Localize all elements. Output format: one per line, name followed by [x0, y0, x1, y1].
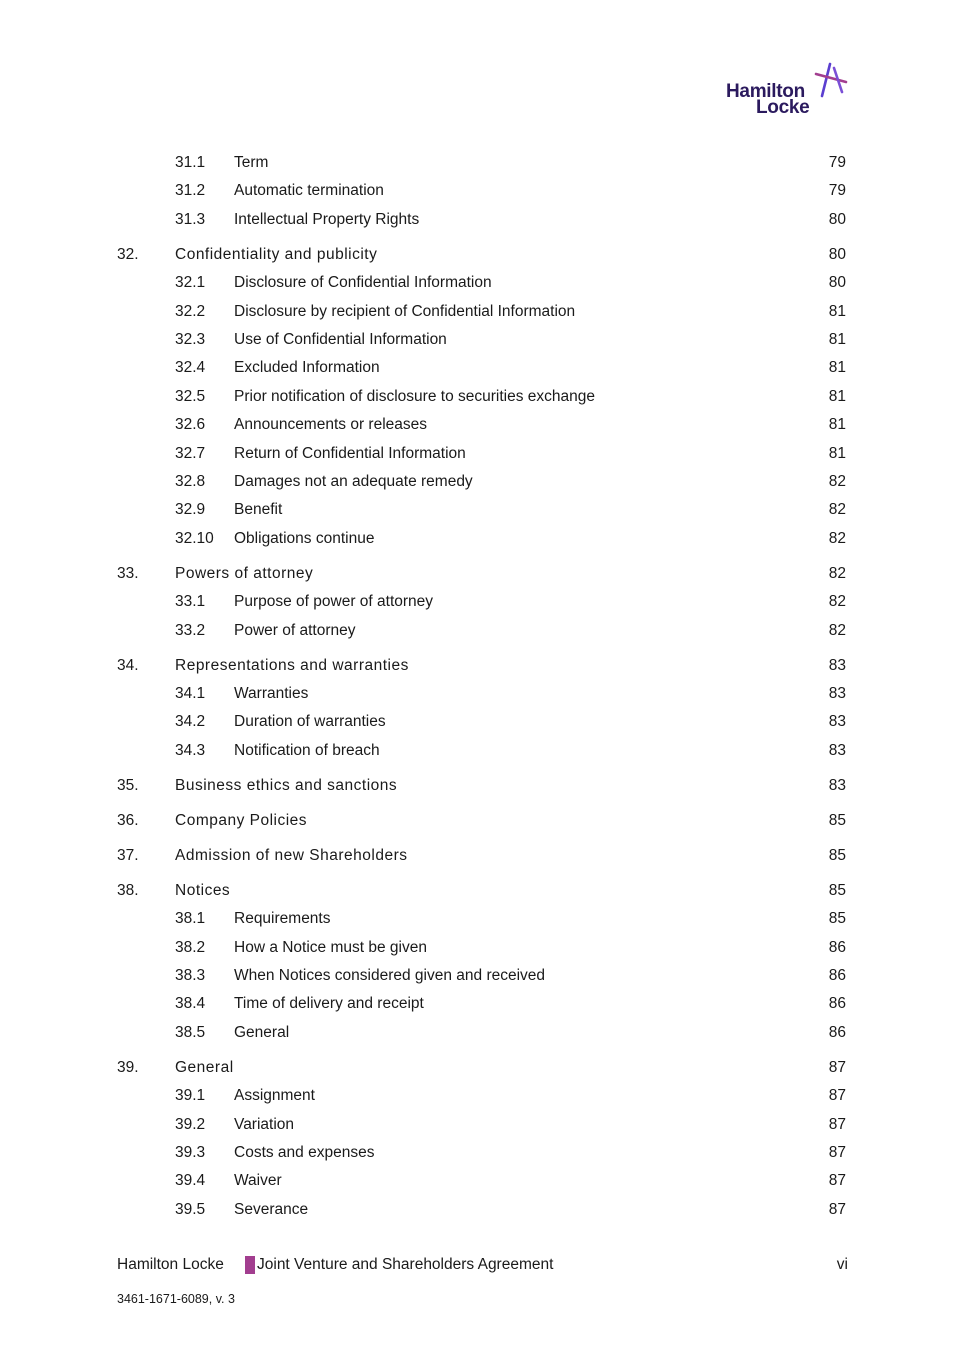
- toc-entry-number: 32.8: [175, 473, 206, 490]
- logo-line-2: Locke: [756, 97, 810, 118]
- toc-entry-title: Excluded Information: [234, 359, 380, 376]
- toc-entry-number: 38.1: [175, 910, 206, 927]
- toc-entry-title: Time of delivery and receipt: [234, 995, 424, 1012]
- toc-entry-number: 33.1: [175, 593, 206, 610]
- toc-entry-page: 85: [828, 847, 846, 864]
- hamilton-locke-logo: [722, 62, 850, 120]
- toc-entry-page: 81: [828, 359, 846, 376]
- toc-entry-number: 34.3: [175, 742, 206, 759]
- toc-entry-number: 32.10: [175, 530, 214, 547]
- toc-entry-number: 39.5: [175, 1201, 206, 1218]
- toc-subsection-entry[interactable]: [0, 710, 965, 734]
- toc-entry-title: Costs and expenses: [234, 1144, 375, 1161]
- toc-entry-title: Waiver: [234, 1172, 282, 1189]
- toc-entry-title: Business ethics and sanctions: [175, 777, 398, 794]
- toc-entry-number: 34.2: [175, 713, 206, 730]
- toc-entry-page: 86: [828, 995, 846, 1012]
- toc-entry-number: 38.5: [175, 1024, 206, 1041]
- toc-subsection-entry[interactable]: [0, 442, 965, 466]
- toc-subsection-entry[interactable]: [0, 964, 965, 988]
- toc-entry-title: Admission of new Shareholders: [175, 847, 408, 864]
- toc-entry-title: Return of Confidential Information: [234, 445, 466, 462]
- document-id: 3461-1671-6089, v. 3: [117, 1292, 235, 1306]
- toc-entry-number: 32.1: [175, 274, 206, 291]
- toc-entry-number: 34.: [117, 657, 139, 674]
- toc-section-entry[interactable]: [0, 809, 965, 833]
- toc-entry-page: 85: [828, 882, 846, 899]
- toc-entry-title: Purpose of power of attorney: [234, 593, 434, 610]
- toc-subsection-entry[interactable]: [0, 527, 965, 551]
- toc-entry-number: 39.4: [175, 1172, 206, 1189]
- toc-entry-number: 38.3: [175, 967, 206, 984]
- toc-subsection-entry[interactable]: [0, 1021, 965, 1045]
- toc-entry-page: 87: [828, 1116, 846, 1133]
- toc-section-entry[interactable]: [0, 1056, 965, 1080]
- toc-entry-page: 82: [828, 530, 846, 547]
- toc-entry-page: 81: [828, 416, 846, 433]
- toc-entry-title: Confidentiality and publicity: [175, 246, 378, 263]
- toc-entry-title: Assignment: [234, 1087, 315, 1104]
- toc-entry-title: Powers of attorney: [175, 565, 314, 582]
- toc-entry-page: 86: [828, 1024, 846, 1041]
- toc-subsection-entry[interactable]: [0, 1169, 965, 1193]
- toc-entry-title: General: [234, 1024, 290, 1041]
- toc-section-entry[interactable]: [0, 844, 965, 868]
- toc-entry-number: 32.5: [175, 388, 206, 405]
- toc-section-entry[interactable]: [0, 879, 965, 903]
- toc-entry-number: 39.: [117, 1059, 139, 1076]
- toc-entry-page: 82: [828, 622, 846, 639]
- toc-subsection-entry[interactable]: [0, 1198, 965, 1222]
- toc-entry-title: Damages not an adequate remedy: [234, 473, 473, 490]
- toc-entry-title: Company Policies: [175, 812, 308, 829]
- toc-entry-title: General: [175, 1059, 234, 1076]
- toc-entry-title: Notices: [175, 882, 231, 899]
- toc-subsection-entry[interactable]: [0, 1113, 965, 1137]
- toc-entry-page: 82: [828, 565, 846, 582]
- toc-entry-title: Requirements: [234, 910, 331, 927]
- toc-subsection-entry[interactable]: [0, 385, 965, 409]
- toc-entry-page: 79: [828, 182, 846, 199]
- toc-entry-title: Prior notification of disclosure to securities exchange: [234, 388, 595, 405]
- toc-subsection-entry[interactable]: [0, 1141, 965, 1165]
- toc-entry-page: 85: [828, 812, 846, 829]
- toc-entry-page: 83: [828, 742, 846, 759]
- toc-entry-page: 86: [828, 967, 846, 984]
- footer-firm-name: Hamilton Locke: [117, 1256, 224, 1273]
- toc-entry-number: 36.: [117, 812, 139, 829]
- toc-subsection-entry[interactable]: [0, 179, 965, 203]
- toc-entry-page: 82: [828, 473, 846, 490]
- toc-entry-page: 83: [828, 777, 846, 794]
- toc-entry-number: 32.9: [175, 501, 206, 518]
- toc-entry-number: 35.: [117, 777, 139, 794]
- toc-entry-number: 31.2: [175, 182, 206, 199]
- toc-entry-title: Notification of breach: [234, 742, 380, 759]
- toc-entry-title: Benefit: [234, 501, 283, 518]
- toc-section-entry[interactable]: [0, 243, 965, 267]
- toc-entry-number: 32.7: [175, 445, 206, 462]
- toc-entry-page: 83: [828, 685, 846, 702]
- toc-entry-title: Duration of warranties: [234, 713, 386, 730]
- logo-star-icon: [812, 62, 848, 98]
- toc-entry-number: 32.4: [175, 359, 206, 376]
- toc-entry-title: Use of Confidential Information: [234, 331, 447, 348]
- toc-subsection-entry[interactable]: [0, 936, 965, 960]
- toc-entry-title: Warranties: [234, 685, 309, 702]
- toc-entry-page: 79: [828, 154, 846, 171]
- toc-entry-title: Term: [234, 154, 269, 171]
- toc-entry-title: Obligations continue: [234, 530, 375, 547]
- toc-entry-page: 83: [828, 657, 846, 674]
- toc-entry-page: 87: [828, 1059, 846, 1076]
- toc-entry-page: 80: [828, 274, 846, 291]
- toc-entry-number: 38.: [117, 882, 139, 899]
- toc-entry-page: 81: [828, 388, 846, 405]
- toc-subsection-entry[interactable]: [0, 271, 965, 295]
- toc-entry-number: 37.: [117, 847, 139, 864]
- footer-page-number: vi: [836, 1256, 848, 1273]
- toc-entry-number: 32.2: [175, 303, 206, 320]
- toc-entry-page: 85: [828, 910, 846, 927]
- toc-entry-number: 38.4: [175, 995, 206, 1012]
- toc-subsection-entry[interactable]: [0, 208, 965, 232]
- toc-subsection-entry[interactable]: [0, 739, 965, 763]
- toc-entry-title: Disclosure of Confidential Information: [234, 274, 492, 291]
- toc-subsection-entry[interactable]: [0, 498, 965, 522]
- toc-entry-page: 86: [828, 939, 846, 956]
- logo-line-1: Hamilton: [726, 81, 805, 102]
- toc-entry-number: 32.3: [175, 331, 206, 348]
- toc-subsection-entry[interactable]: [0, 682, 965, 706]
- toc-entry-title: Representations and warranties: [175, 657, 409, 674]
- toc-entry-title: Power of attorney: [234, 622, 356, 639]
- page-footer: [117, 1253, 848, 1277]
- toc-subsection-entry[interactable]: [0, 1084, 965, 1108]
- toc-entry-title: When Notices considered given and received: [234, 967, 546, 984]
- toc-subsection-entry[interactable]: [0, 328, 965, 352]
- toc-entry-title: Automatic termination: [234, 182, 384, 199]
- toc-entry-page: 87: [828, 1144, 846, 1161]
- toc-entry-number: 32.6: [175, 416, 206, 433]
- toc-entry-number: 33.: [117, 565, 139, 582]
- toc-entry-page: 81: [828, 303, 846, 320]
- toc-subsection-entry[interactable]: [0, 907, 965, 931]
- footer-document-title: Joint Venture and Shareholders Agreement: [257, 1256, 554, 1273]
- toc-entry-page: 80: [828, 211, 846, 228]
- toc-entry-page: 82: [828, 593, 846, 610]
- toc-entry-number: 39.3: [175, 1144, 206, 1161]
- toc-subsection-entry[interactable]: [0, 300, 965, 324]
- toc-section-entry[interactable]: [0, 654, 965, 678]
- toc-entry-title: Severance: [234, 1201, 309, 1218]
- toc-entry-title: Disclosure by recipient of Confidential Information: [234, 303, 576, 320]
- toc-entry-page: 81: [828, 445, 846, 462]
- toc-entry-page: 87: [828, 1087, 846, 1104]
- toc-entry-page: 81: [828, 331, 846, 348]
- toc-entry-number: 34.1: [175, 685, 206, 702]
- toc-subsection-entry[interactable]: [0, 470, 965, 494]
- toc-entry-title: Announcements or releases: [234, 416, 428, 433]
- toc-subsection-entry[interactable]: [0, 151, 965, 175]
- toc-subsection-entry[interactable]: [0, 619, 965, 643]
- toc-entry-number: 38.2: [175, 939, 206, 956]
- toc-entry-title: How a Notice must be given: [234, 939, 427, 956]
- toc-entry-title: Variation: [234, 1116, 295, 1133]
- toc-entry-page: 82: [828, 501, 846, 518]
- toc-entry-page: 87: [828, 1172, 846, 1189]
- toc-subsection-entry[interactable]: [0, 992, 965, 1016]
- toc-entry-page: 80: [828, 246, 846, 263]
- toc-entry-page: 87: [828, 1201, 846, 1218]
- toc-entry-page: 83: [828, 713, 846, 730]
- toc-subsection-entry[interactable]: [0, 413, 965, 437]
- toc-entry-number: 39.2: [175, 1116, 206, 1133]
- toc-subsection-entry[interactable]: [0, 590, 965, 614]
- toc-section-entry[interactable]: [0, 562, 965, 586]
- toc-entry-number: 32.: [117, 246, 139, 263]
- toc-subsection-entry[interactable]: [0, 356, 965, 380]
- toc-entry-number: 31.3: [175, 211, 206, 228]
- toc-entry-number: 31.1: [175, 154, 206, 171]
- toc-entry-number: 39.1: [175, 1087, 206, 1104]
- toc-section-entry[interactable]: [0, 774, 965, 798]
- footer-accent-bar: [245, 1256, 255, 1274]
- toc-entry-title: Intellectual Property Rights: [234, 211, 420, 228]
- toc-entry-number: 33.2: [175, 622, 206, 639]
